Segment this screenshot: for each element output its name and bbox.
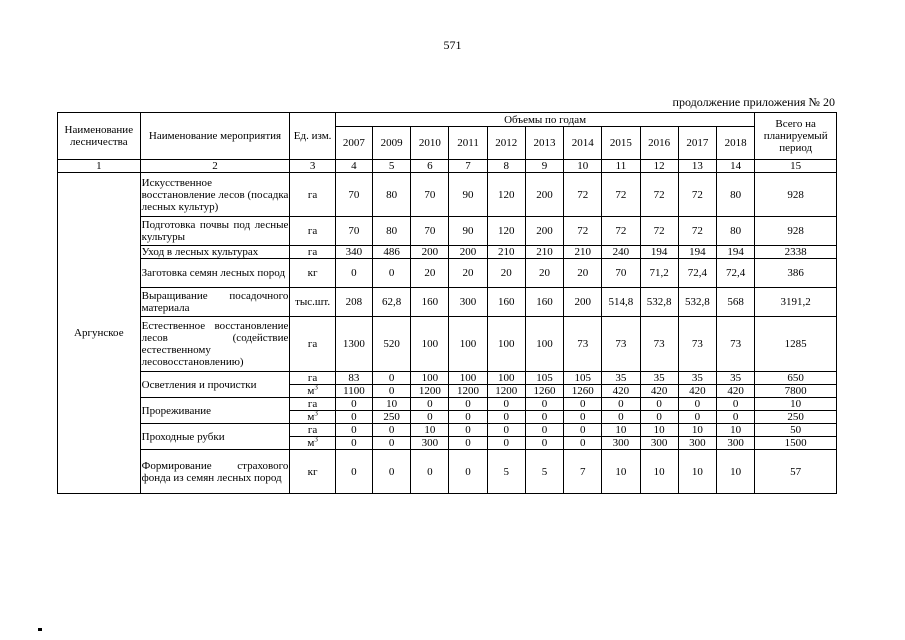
value-cell: 0 <box>602 411 640 424</box>
unit-cell <box>290 424 335 437</box>
unit-cell: кг <box>290 450 335 494</box>
value-cell: 568 <box>716 288 754 317</box>
value-cell: 62,8 <box>373 288 411 317</box>
value-cell: 200 <box>411 246 449 259</box>
activity-name: Проходные рубки <box>140 424 290 450</box>
year-header: 2015 <box>602 127 640 160</box>
value-cell: 72 <box>602 173 640 217</box>
value-cell: 10 <box>678 424 716 437</box>
value-cell: 0 <box>449 424 487 437</box>
value-cell: 73 <box>564 317 602 372</box>
value-cell: 100 <box>525 317 563 372</box>
unit-cell <box>290 385 335 398</box>
value-cell: 35 <box>602 372 640 385</box>
total-cell: 650 <box>755 372 837 385</box>
value-cell: 0 <box>335 398 372 411</box>
value-cell: 160 <box>411 288 449 317</box>
value-cell: 0 <box>487 437 525 450</box>
column-number: 3 <box>290 160 335 173</box>
total-cell: 2338 <box>755 246 837 259</box>
value-cell: 10 <box>640 450 678 494</box>
value-cell: 72 <box>602 217 640 246</box>
value-cell: 200 <box>525 173 563 217</box>
unit-cell <box>290 437 335 450</box>
table-row <box>58 217 837 246</box>
value-cell: 300 <box>411 437 449 450</box>
value-cell: 100 <box>487 317 525 372</box>
value-cell: 0 <box>373 259 411 288</box>
total-cell: 928 <box>755 173 837 217</box>
value-cell: 300 <box>602 437 640 450</box>
value-cell: 73 <box>678 317 716 372</box>
value-cell: 0 <box>373 372 411 385</box>
unit-text: га <box>307 398 318 410</box>
total-cell: 10 <box>755 398 837 411</box>
total-cell: 7800 <box>755 385 837 398</box>
value-cell: 5 <box>525 450 563 494</box>
value-cell: 20 <box>411 259 449 288</box>
table-row <box>58 246 837 259</box>
value-cell: 70 <box>335 217 372 246</box>
page-number: 571 <box>443 38 462 52</box>
value-cell: 20 <box>525 259 563 288</box>
value-cell: 0 <box>411 450 449 494</box>
value-cell: 20 <box>564 259 602 288</box>
activity-name: Подготовка почвы под лесные культуры <box>140 217 290 246</box>
column-number: 10 <box>564 160 602 173</box>
unit-superscript: 3 <box>314 384 318 392</box>
value-cell: 10 <box>716 450 754 494</box>
value-cell: 0 <box>640 411 678 424</box>
column-number: 13 <box>678 160 716 173</box>
column-number: 5 <box>373 160 411 173</box>
total-cell: 3191,2 <box>755 288 837 317</box>
value-cell: 10 <box>678 450 716 494</box>
column-number: 8 <box>487 160 525 173</box>
value-cell: 0 <box>678 398 716 411</box>
value-cell: 420 <box>602 385 640 398</box>
value-cell: 0 <box>449 437 487 450</box>
value-cell: 514,8 <box>602 288 640 317</box>
value-cell: 520 <box>373 317 411 372</box>
value-cell: 300 <box>716 437 754 450</box>
value-cell: 420 <box>640 385 678 398</box>
column-number: 11 <box>602 160 640 173</box>
value-cell: 100 <box>411 317 449 372</box>
value-cell: 200 <box>525 217 563 246</box>
value-cell: 72,4 <box>716 259 754 288</box>
value-cell: 72 <box>678 173 716 217</box>
unit-text: га <box>307 372 318 384</box>
value-cell: 105 <box>525 372 563 385</box>
value-cell: 105 <box>564 372 602 385</box>
value-cell: 0 <box>640 398 678 411</box>
value-cell: 72,4 <box>678 259 716 288</box>
value-cell: 70 <box>411 217 449 246</box>
value-cell: 0 <box>564 424 602 437</box>
header-org: Наименование лесничества <box>58 113 141 160</box>
value-cell: 72 <box>678 217 716 246</box>
value-cell: 210 <box>525 246 563 259</box>
column-number: 2 <box>140 160 290 173</box>
activity-name: Выращивание посадочного материала <box>140 288 290 317</box>
scan-mark <box>38 628 42 631</box>
value-cell: 80 <box>373 173 411 217</box>
value-cell: 0 <box>564 437 602 450</box>
value-cell: 70 <box>411 173 449 217</box>
table-row <box>58 173 837 217</box>
column-number: 4 <box>335 160 372 173</box>
value-cell: 20 <box>449 259 487 288</box>
unit-superscript: 3 <box>314 436 318 444</box>
column-number: 9 <box>525 160 563 173</box>
value-cell: 120 <box>487 217 525 246</box>
value-cell: 160 <box>525 288 563 317</box>
value-cell: 72 <box>564 217 602 246</box>
activity-name: Искусственное восстановление лесов (посадка лесных культур) <box>140 173 290 217</box>
value-cell: 1200 <box>449 385 487 398</box>
value-cell: 80 <box>716 173 754 217</box>
value-cell: 35 <box>640 372 678 385</box>
table-row <box>58 424 837 437</box>
value-cell: 0 <box>487 398 525 411</box>
unit-superscript: 3 <box>314 410 318 418</box>
value-cell: 0 <box>373 450 411 494</box>
year-header: 2009 <box>373 127 411 160</box>
year-header: 2010 <box>411 127 449 160</box>
value-cell: 0 <box>411 398 449 411</box>
year-header: 2011 <box>449 127 487 160</box>
total-cell: 1500 <box>755 437 837 450</box>
value-cell: 0 <box>716 411 754 424</box>
value-cell: 0 <box>449 411 487 424</box>
value-cell: 72 <box>640 217 678 246</box>
value-cell: 10 <box>640 424 678 437</box>
table-row <box>58 372 837 385</box>
value-cell: 71,2 <box>640 259 678 288</box>
value-cell: 0 <box>335 411 372 424</box>
header-unit: Ед. изм. <box>290 113 335 160</box>
value-cell: 1100 <box>335 385 372 398</box>
year-header: 2012 <box>487 127 525 160</box>
header-activity: Наименование мероприятия <box>140 113 290 160</box>
total-cell: 57 <box>755 450 837 494</box>
unit-cell <box>290 398 335 411</box>
value-cell: 250 <box>373 411 411 424</box>
value-cell: 5 <box>487 450 525 494</box>
value-cell: 0 <box>373 437 411 450</box>
activity-name: Естественное восстановление лесов (содействие естественному лесовосстановлению) <box>140 317 290 372</box>
value-cell: 0 <box>373 385 411 398</box>
unit-cell: га <box>290 317 335 372</box>
value-cell: 300 <box>640 437 678 450</box>
value-cell: 0 <box>487 411 525 424</box>
value-cell: 100 <box>449 317 487 372</box>
value-cell: 10 <box>373 398 411 411</box>
value-cell: 194 <box>716 246 754 259</box>
header-total: Всего на планируемый период <box>755 113 837 160</box>
value-cell: 10 <box>716 424 754 437</box>
column-number: 7 <box>449 160 487 173</box>
activity-name: Заготовка семян лесных пород <box>140 259 290 288</box>
value-cell: 194 <box>640 246 678 259</box>
value-cell: 83 <box>335 372 372 385</box>
column-number: 14 <box>716 160 754 173</box>
activity-name: Прореживание <box>140 398 290 424</box>
activity-name: Уход в лесных культурах <box>140 246 290 259</box>
unit-cell <box>290 411 335 424</box>
value-cell: 0 <box>525 398 563 411</box>
value-cell: 0 <box>525 411 563 424</box>
value-cell: 73 <box>716 317 754 372</box>
activities-table <box>57 112 837 494</box>
value-cell: 0 <box>487 424 525 437</box>
value-cell: 0 <box>373 424 411 437</box>
value-cell: 35 <box>716 372 754 385</box>
column-number: 6 <box>411 160 449 173</box>
table-row <box>58 288 837 317</box>
value-cell: 0 <box>525 437 563 450</box>
value-cell: 70 <box>602 259 640 288</box>
total-cell: 250 <box>755 411 837 424</box>
value-cell: 208 <box>335 288 372 317</box>
value-cell: 420 <box>716 385 754 398</box>
column-number: 1 <box>58 160 141 173</box>
column-number: 12 <box>640 160 678 173</box>
year-header: 2014 <box>564 127 602 160</box>
value-cell: 210 <box>564 246 602 259</box>
value-cell: 0 <box>335 450 372 494</box>
value-cell: 20 <box>487 259 525 288</box>
value-cell: 100 <box>487 372 525 385</box>
unit-cell: кг <box>290 259 335 288</box>
activity-name: Формирование страхового фонда из семян лесных пород <box>140 450 290 494</box>
value-cell: 0 <box>716 398 754 411</box>
value-cell: 0 <box>449 398 487 411</box>
value-cell: 240 <box>602 246 640 259</box>
unit-text: га <box>307 424 318 436</box>
org-name: Аргунское <box>58 173 141 494</box>
value-cell: 200 <box>564 288 602 317</box>
value-cell: 0 <box>564 411 602 424</box>
unit-cell: га <box>290 173 335 217</box>
value-cell: 120 <box>487 173 525 217</box>
value-cell: 210 <box>487 246 525 259</box>
value-cell: 73 <box>602 317 640 372</box>
activity-name: Осветления и прочистки <box>140 372 290 398</box>
value-cell: 10 <box>411 424 449 437</box>
value-cell: 0 <box>335 437 372 450</box>
header-volumes: Объемы по годам <box>335 113 755 127</box>
value-cell: 73 <box>640 317 678 372</box>
year-header: 2018 <box>716 127 754 160</box>
value-cell: 486 <box>373 246 411 259</box>
value-cell: 1260 <box>525 385 563 398</box>
value-cell: 532,8 <box>678 288 716 317</box>
unit-text: м <box>307 437 315 449</box>
total-cell: 386 <box>755 259 837 288</box>
value-cell: 0 <box>335 424 372 437</box>
value-cell: 200 <box>449 246 487 259</box>
value-cell: 1200 <box>487 385 525 398</box>
value-cell: 1260 <box>564 385 602 398</box>
value-cell: 300 <box>449 288 487 317</box>
value-cell: 194 <box>678 246 716 259</box>
unit-text: м <box>307 385 315 397</box>
unit-cell: га <box>290 217 335 246</box>
value-cell: 1300 <box>335 317 372 372</box>
total-cell: 1285 <box>755 317 837 372</box>
total-cell: 928 <box>755 217 837 246</box>
value-cell: 80 <box>716 217 754 246</box>
value-cell: 160 <box>487 288 525 317</box>
value-cell: 80 <box>373 217 411 246</box>
value-cell: 300 <box>678 437 716 450</box>
unit-cell <box>290 372 335 385</box>
unit-cell: га <box>290 246 335 259</box>
year-header: 2007 <box>335 127 372 160</box>
value-cell: 0 <box>335 259 372 288</box>
value-cell: 420 <box>678 385 716 398</box>
value-cell: 10 <box>602 424 640 437</box>
value-cell: 35 <box>678 372 716 385</box>
year-header: 2013 <box>525 127 563 160</box>
value-cell: 0 <box>564 398 602 411</box>
table-row <box>58 398 837 411</box>
table-row <box>58 259 837 288</box>
value-cell: 340 <box>335 246 372 259</box>
value-cell: 10 <box>602 450 640 494</box>
table-row <box>58 317 837 372</box>
value-cell: 532,8 <box>640 288 678 317</box>
unit-cell: тыс.шт. <box>290 288 335 317</box>
year-header: 2016 <box>640 127 678 160</box>
table-row <box>58 450 837 494</box>
value-cell: 100 <box>411 372 449 385</box>
value-cell: 7 <box>564 450 602 494</box>
value-cell: 0 <box>525 424 563 437</box>
value-cell: 0 <box>449 450 487 494</box>
unit-text: м <box>307 411 315 423</box>
value-cell: 72 <box>640 173 678 217</box>
value-cell: 0 <box>678 411 716 424</box>
value-cell: 1200 <box>411 385 449 398</box>
value-cell: 90 <box>449 217 487 246</box>
value-cell: 90 <box>449 173 487 217</box>
value-cell: 72 <box>564 173 602 217</box>
value-cell: 0 <box>411 411 449 424</box>
year-header: 2017 <box>678 127 716 160</box>
continuation-note: продолжение приложения № 20 <box>672 95 835 109</box>
value-cell: 0 <box>602 398 640 411</box>
total-cell: 50 <box>755 424 837 437</box>
value-cell: 70 <box>335 173 372 217</box>
column-number: 15 <box>755 160 837 173</box>
value-cell: 100 <box>449 372 487 385</box>
